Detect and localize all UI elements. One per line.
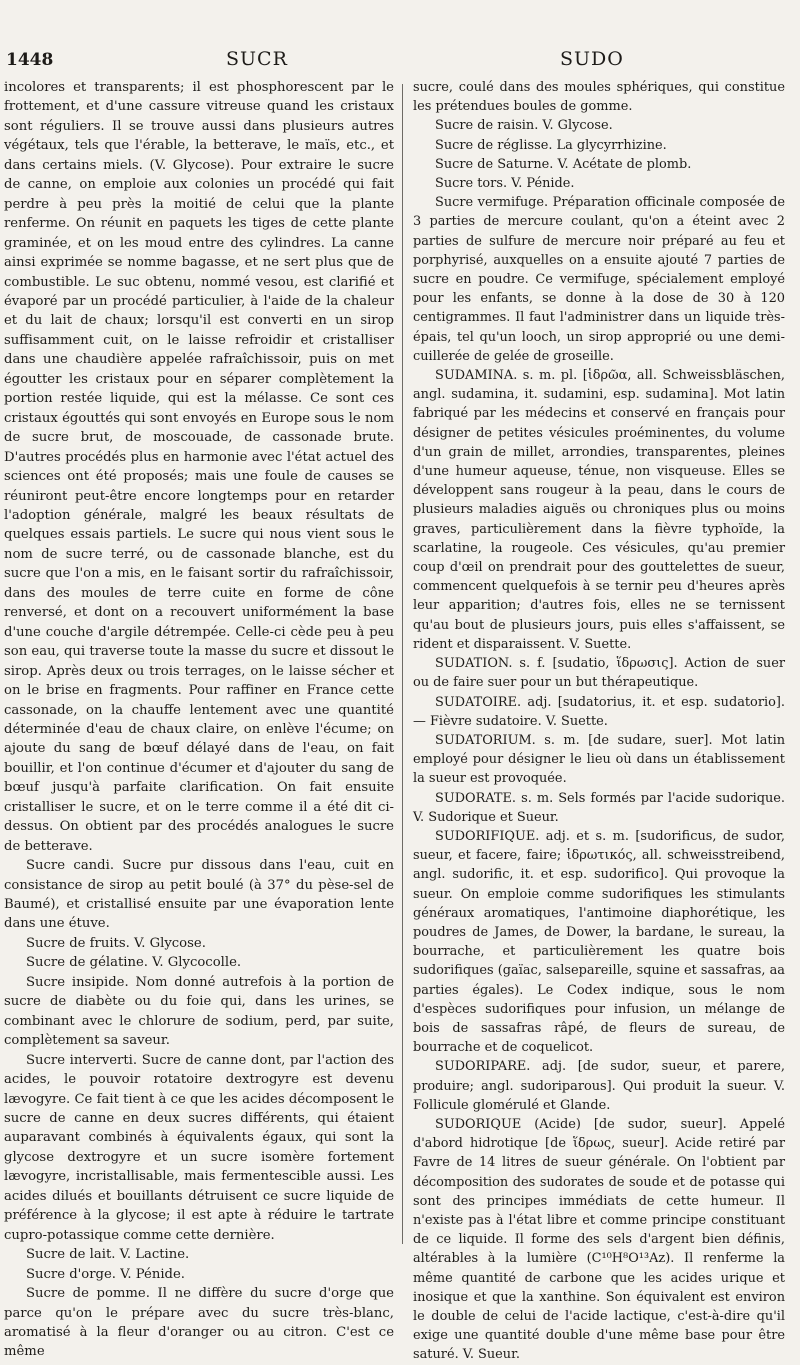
entry-sudorifique: SUDORIFIQUE. adj. et s. m. [sudorificus, de sudor, sueur, et facere, faire; ἱδρωτικός, all. schweisstreibend, angl. sudorific, it. et esp. sudorifico]. Qui provoque la sueur. On emploie comme sudorifiques les stimulants généraux aromatiques, l'antimoine diaphorétique, les poudres de James, de Dower, la bardane, le sureau, la bourrache, et particulièrement les quatre bois sudorifiques (gaïac, salsepareille, squine et sassafras, aa parties égales). Le Codex indique, sous le nom d'espèces sudorifiques pour infusion, un mélange de bois de sassafras râpé, de fleurs de sureau, de bourrache et de coquelicot. <box>413 828 785 1056</box>
entry-sudoripare: SUDORIPARE. adj. [de sudor, sueur, et parere, produire; angl. sudoriparous]. Qui produit la sueur. V. Follicule glomérulé et Glande. <box>413 1059 785 1113</box>
entry-sucre-de-pomme: Sucre de pomme. Il ne diffère du sucre d'orge que parce qu'on le prépare avec du sucre très-blanc, aromatisé à la fleur d'oranger ou au citron. C'est ce même <box>4 1286 394 1360</box>
right-column <box>413 78 785 1365</box>
paragraph-sucre-extraction: incolores et transparents; il est phosphorescent par le frottement, et d'une cassure vitreuse quand les cristaux sont réguliers. Il se trouve aussi dans plusieurs autres végétaux, tels que l'érable, la betterave, le maïs, etc., et dans certains miels. (V. Glycose). Pour extraire le sucre de canne, on emploie aux colonies un procédé qui fait perdre à peu près la moitié de celui que la plante renferme. On réunit en paquets les tiges de cette plante graminée, et on les moud entre des cylindres. La canne ainsi exprimée se nomme bagasse, et ne sert plus que de combustible. Le suc obtenu, nommé vesou, est clarifié et évaporé par un procédé particulier, à l'aide de la chaleur et du lait de chaux; lorsqu'il est converti en un sirop suffisamment cuit, on le laisse refroidir et cristalliser dans une chaudière appelée rafraîchissoir, puis on met égoutter les cristaux pour en séparer complètement la portion restée liquide, qui est la mélasse. Ce sont ces cristaux égouttés qui sont envoyés en Europe sous le nom de sucre brut, de moscouade, de cassonade brute. D'autres procédés plus en harmonie avec l'état actuel des sciences ont été proposés; mais une foule de causes se réuniront peut-être encore longtemps pour en retarder l'adoption générale, malgré les beaux résultats de quelques essais partiels. Le sucre qui nous vient sous le nom de sucre terré, ou de cassonade blanche, est du sucre que l'on a mis, en le faisant sortir du rafraîchissoir, dans des moules de terre cuite en forme de cône renversé, et dont on a recouvert uniformément la base d'une couche d'argile détrempée. Celle-ci cède peu à peu son eau, qui traverse toute la masse du sucre et dissout le sirop. Après deux ou trois terrages, on le laisse sécher et on le brise en fragments. Pour raffiner en France cette cassonade, on la chauffe lentement avec une quantité déterminée d'eau de chaux claire, on enlève l'écume; on ajoute du sang de bœuf délayé dans de l'eau, on fait bouillir, et l'on continue d'écumer et d'ajouter du sang de bœuf jusqu'à parfaite clarification. On fait ensuite cristalliser le sucre, et on le terre comme il a été dit ci-dessus. On obtient par des procédés analogues le sucre de betterave. <box>4 80 394 854</box>
entry-sucre-de-raisin: Sucre de raisin. V. Glycose. <box>435 118 613 134</box>
entry-sucre-insipide: Sucre insipide. Nom donné autrefois à la portion de sucre de diabète ou du foie qui, dans les urines, se combinant avec le chlorure de sodium, perd, par suite, complètement sa saveur. <box>4 974 394 1049</box>
left-column <box>4 78 394 1362</box>
entry-sucre-d-orge: Sucre d'orge. V. Pénide. <box>26 1266 185 1282</box>
entry-sucre-vermifuge: Sucre vermifuge. Préparation officinale composée de 3 parties de mercure coulant, qu'on a éteint avec 2 parties de sulfure de mercure noir préparé au feu et porphyrisé, auxquelles on a ensuite ajouté 7 parties de sucre en poudre. Ce vermifuge, spécialement employé pour les enfants, se donne à la dose de 30 à 120 centigrammes. Il faut l'administrer dans un liquide très-épais, tel qu'un looch, un sirop approprié ou une demi-cuillerée de gelée de groseille. <box>413 195 785 364</box>
entry-sudatorium: SUDATORIUM. s. m. [de sudare, suer]. Mot latin employé pour désigner le lieu où dans un établissement la sueur est provoquée. <box>413 732 785 787</box>
entry-sucre-tors: Sucre tors. V. Pénide. <box>435 176 575 192</box>
entry-sucre-de-reglisse: Sucre de réglisse. La glycyrrhizine. <box>435 137 667 153</box>
entry-sudorate: SUDORATE. s. m. Sels formés par l'acide sudorique. V. Sudorique et Sueur. <box>413 790 785 825</box>
entry-sucre-de-saturne: Sucre de Saturne. V. Acétate de plomb. <box>435 156 692 172</box>
column-divider <box>402 84 403 1244</box>
page-number: 1448 <box>6 50 54 70</box>
running-head-left: SUCR <box>226 48 288 70</box>
entry-sucre-de-gelatine: Sucre de gélatine. V. Glycocolle. <box>26 955 242 971</box>
running-head-right: SUDO <box>560 48 624 70</box>
entry-sudorique: SUDORIQUE (Acide) [de sudor, sueur]. Appelé d'abord hidrotique [de ἵδρως, sueur]. Acide retiré par Favre de 14 litres de sueur générale. On l'obtient par décomposition des sudorates de soude et de potasse qui sont des principes immédiats de cette humeur. Il n'existe pas à l'état libre et comme principe constituant de ce liquide. Il forme des sels d'argent bien définis, altérables à la lumière (C¹⁰H⁸O¹³Az). Il renferme la même quantité de carbone que les acides urique et inosique et que la xanthine. Son équivalent est environ le double de celui de l'acide lactique, c'est-à-dire qu'il exige une quantité double d'une même base pour être saturé. V. Sueur. <box>413 1116 785 1363</box>
entry-sucre-candi: Sucre candi. Sucre pur dissous dans l'eau, cuit en consistance de sirop au petit boulé (à 37° du pèse-sel de Baumé), et cristallisé ensuite par une évaporation lente dans une étuve. <box>4 858 394 932</box>
entry-sucre-de-lait: Sucre de lait. V. Lactine. <box>26 1247 190 1263</box>
entry-sudation: SUDATION. s. f. [sudatio, ἵδρωσις]. Action de suer ou de faire suer pour un but thérapeutique. <box>413 656 785 691</box>
paragraph-continued: sucre, coulé dans des moules sphériques, qui constitue les prétendues boules de gomme. <box>413 80 785 115</box>
entry-sucre-interverti: Sucre interverti. Sucre de canne dont, par l'action des acides, le pouvoir rotatoire dextrogyre est devenu lævogyre. Ce fait tient à ce que les acides décomposent le sucre de canne en deux sucres différents, qui étaient auparavant combinés à équivalents égaux, qui sont la glycose dextrogyre et un sucre isomère fortement lævogyre, incristallisable, mais fermentescible aussi. Les acides dilués et bouillants détruisent ce sucre liquide de préférence à la glycose; il est apte à réduire le tartrate cupro-potassique comme cette dernière. <box>4 1052 394 1243</box>
entry-sudatoire: SUDATOIRE. adj. [sudatorius, it. et esp. sudatorio]. — Fièvre sudatoire. V. Suette. <box>413 694 785 729</box>
entry-sucre-de-fruits: Sucre de fruits. V. Glycose. <box>26 935 206 951</box>
entry-sudamina: SUDAMINA. s. m. pl. [ἱδρῶα, all. Schweissbläschen, angl. sudamina, it. sudamini, esp. sudamina]. Mot latin fabriqué par les médecins et conservé en français pour désigner de petites vésicules proéminentes, du volume d'un grain de millet, arrondies, transparentes, pleines d'une humeur aqueuse, ténue, non visqueuse. Elles se développent sans rougeur à la peau, dans le cours de plusieurs maladies aiguës ou chroniques plus ou moins graves, particulièrement dans la fièvre typhoïde, la scarlatine, la rougeole. Ces vésicules, qu'au premier coup d'œil on prendrait pour des gouttelettes de sueur, commencent quelquefois à se ternir peu d'heures après leur apparition; d'autres fois, elles ne se ternissent qu'au bout de plusieurs jours, puis elles s'affaissent, se rident et disparaissent. V. Suette. <box>413 368 785 652</box>
